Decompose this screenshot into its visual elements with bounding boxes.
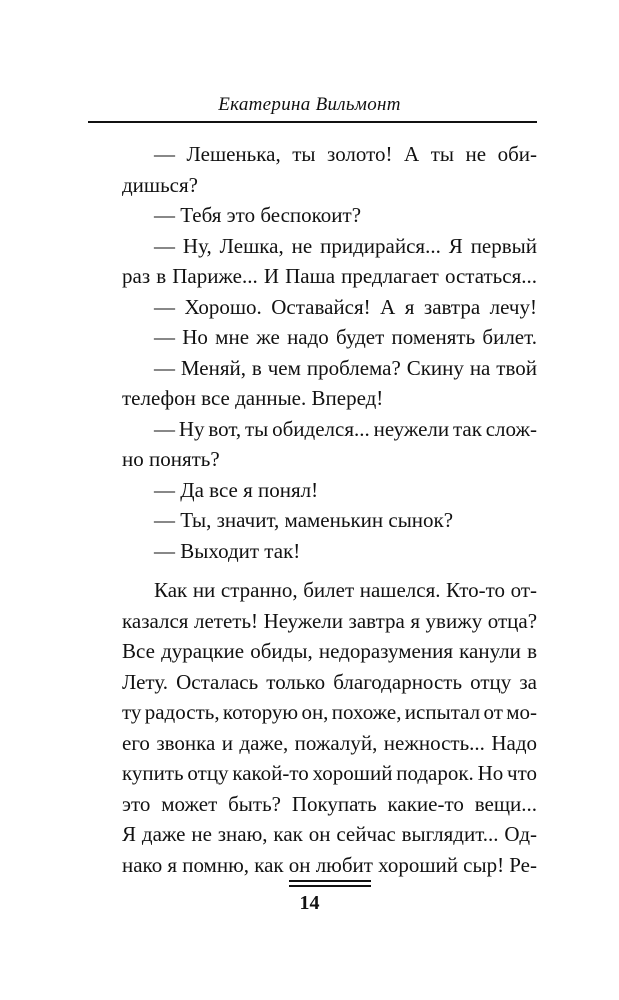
narrative-line: его звонка и даже, пожалуй, нежность... Надо [122,730,538,755]
dialogue-line: дишься? [122,172,198,197]
dialogue-line: — Ты, значит, маменькин сынок? [154,508,454,532]
narrative-line: Как ни странно, билет нашелся. Кто-то от- [154,578,538,602]
dialogue-line: — Лешенька, ты золото! А ты не оби- [154,142,538,166]
narrative-line: Я даже не знаю, как он сейчас выглядит... Од- [122,822,537,846]
dialogue-block [122,139,537,566]
narrative-line: купить отцу какой-то хороший подарок. Но что [122,761,537,785]
dialogue-line: — Хорошо. Оставайся! А я завтра лечу! [154,294,537,319]
running-header-author: Екатерина Вильмонт [218,94,401,115]
narrative-line: ту радость, которую он, похоже, испытал от мо- [122,700,537,724]
narrative-line: нако я помню, как он любит хороший сыр! Ре- [122,852,538,877]
footer-divider-top [289,880,371,882]
header-divider [88,121,537,123]
footer-divider-bottom [289,885,371,887]
dialogue-line: телефон все данные. Вперед! [122,386,384,410]
narrative-line: Лету. Осталась только благодарность отцу за [122,669,538,694]
narrative-line: Все дурацкие обиды, недоразумения канули в [122,639,537,663]
narrative-paragraph [122,575,537,880]
dialogue-line: — Но мне же надо будет поменять билет. [154,325,537,349]
page-number: 14 [299,892,320,914]
dialogue-line: — Ну, Лешка, не придирайся... Я первый [154,233,538,258]
dialogue-line: — Меняй, в чем проблема? Скину на твой [154,355,537,380]
dialogue-line: но понять? [122,447,220,471]
dialogue-line: — Да все я понял! [154,477,319,502]
narrative-line: казался лететь! Неужели завтра я увижу отца? [122,608,538,633]
narrative-line: это может быть? Покупать какие-то вещи... [122,791,538,816]
dialogue-line: раз в Париже... И Паша предлагает остаться... [122,264,537,288]
dialogue-line: — Тебя это беспокоит? [154,203,362,227]
dialogue-line: — Выходит так! [154,538,301,563]
dialogue-line: — Ну вот, ты обиделся... неужели так слож- [154,416,538,441]
